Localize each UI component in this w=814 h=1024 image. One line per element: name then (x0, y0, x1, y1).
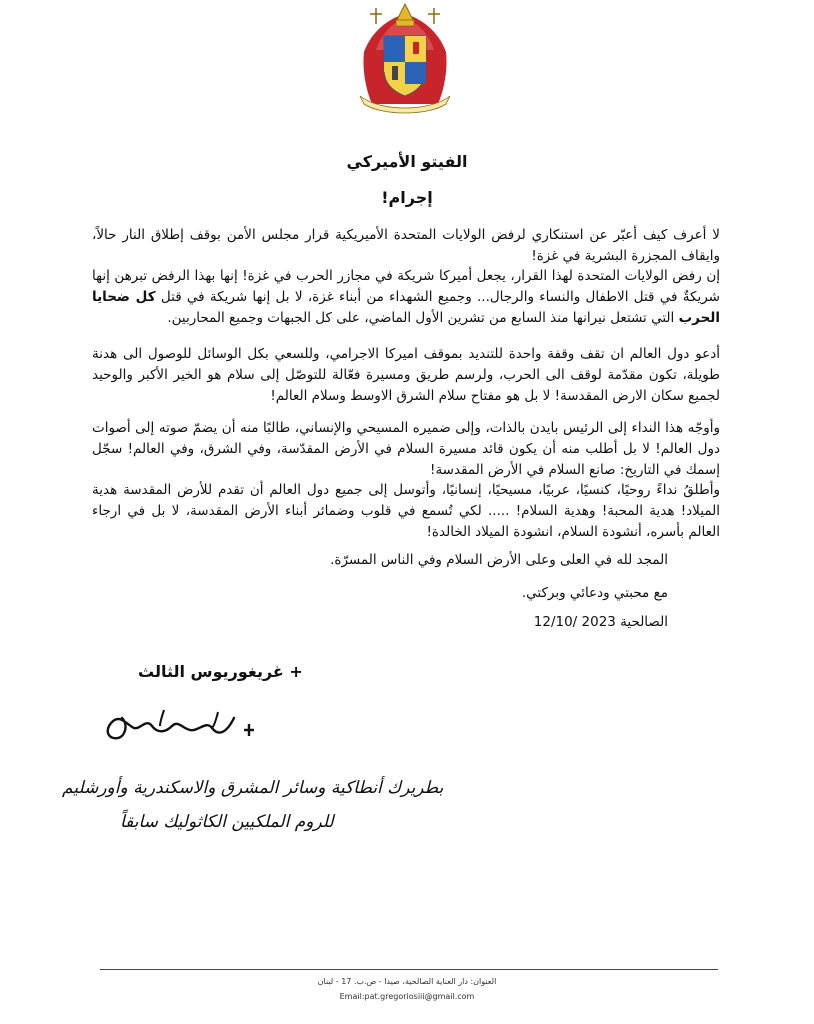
paragraph-2-bold: كل ضحايا الحرب (92, 289, 720, 326)
paragraph-1: لا أعرف كيف أعبّر عن استنكاري لرفض الولايات المتحدة الأميريكية قرار مجلس الأمن بوقف إطلاق النار حالاً، وايقاف المجزرة البشرية في غزة! (92, 227, 720, 264)
paragraph-3: أدعو دول العالم ان تقف وقفة واحدة للتنديد بموقف اميركا الاجرامي، وللسعي بكل الوسائل للوصول الى هدنة طويلة، تكون مقدّمة لوقف الى الحرب، ولرسم طريق ومسيرة فعّالة للتوصّل إلى سلام هو الخير الأكبر والوحيد لجميع سكان الارض المقدسة! لا بل هو مفتاح سلام الشرق الاوسط وسلام العالم! (92, 346, 720, 404)
footer-email: Email:pat.gregoriosiii@gmail.com (339, 992, 475, 1001)
patriarch-title-line-1: بطريرك أنطاكية وسائر المشرق والاسكندرية وأورشليم (62, 778, 444, 798)
place-date: الصالحية 2023 /12/10 (533, 614, 668, 630)
signer-name: + غريغوريوس الثالث (138, 662, 303, 681)
closing-regards: مع محبتي ودعائي وبركتي. (521, 585, 668, 601)
patriarch-title-line-2: للروم الملكيين الكاثوليك سابقاً (120, 812, 334, 832)
footer-address: العنوان: دار العناية الصالحية، صيدا - ص.ب. 17 - لبنان (317, 977, 497, 986)
letter-title: الفيتو الأميركي (346, 152, 468, 171)
footer-divider (100, 969, 718, 970)
paragraph-4: وأوجّه هذا النداء إلى الرئيس بايدن بالذات، وإلى ضميره المسيحي والإنساني، طالبًا منه أن يضمّ صوته إلى أصوات دول العالم! لا بل أطلب منه أن يكون قائد مسيرة السلام في الأرض المقدّسة، وفي الشرق، وفي العالم! سجّل إسمك في التاريخ: صانع السلام في الأرض المقدسة! (92, 420, 720, 478)
coat-of-arms-icon (350, 0, 460, 118)
closing-blessing: المجد لله في العلى وعلى الأرض السلام وفي الناس المسرّة. (330, 552, 668, 568)
paragraph-2-part-b: التي تشتعل نيرانها منذ السابع من تشرين الأول الماضي، على كل الجبهات وجميع المحاربين. (167, 310, 675, 326)
letter-subtitle: إجرام! (381, 188, 433, 207)
paragraph-2 (92, 266, 720, 329)
handwritten-signature (94, 700, 264, 748)
paragraph-2-part-a: إن رفض الولايات المتحدة لهذا القرار، يجعل أميركا شريكة في مجازر الحرب في غزة! إنها بهذا الرفض تبرهن إنها شريكةٌ في قتل الاطفال والنساء والرجال... وجميع الشهداء من أبناء غزة، لا بل إنها شريكة في قتل (92, 268, 720, 305)
paragraph-5: وأطلقُ نداءً روحيًا، كنسيًا، عربيًا، مسيحيًا، إنسانيًا، وأتوسل إلى جميع دول العالم أن تقدم للأرض المقدسة هدية الميلاد! هدية المحبة! وهدية السلام! ..... لكي تُسمع في قلوب وضمائر أبناء الأرض المقدسة، لا بل في ارجاء العالم بأسره، أنشودة السلام، انشودة الميلاد الخالدة! (92, 482, 720, 540)
